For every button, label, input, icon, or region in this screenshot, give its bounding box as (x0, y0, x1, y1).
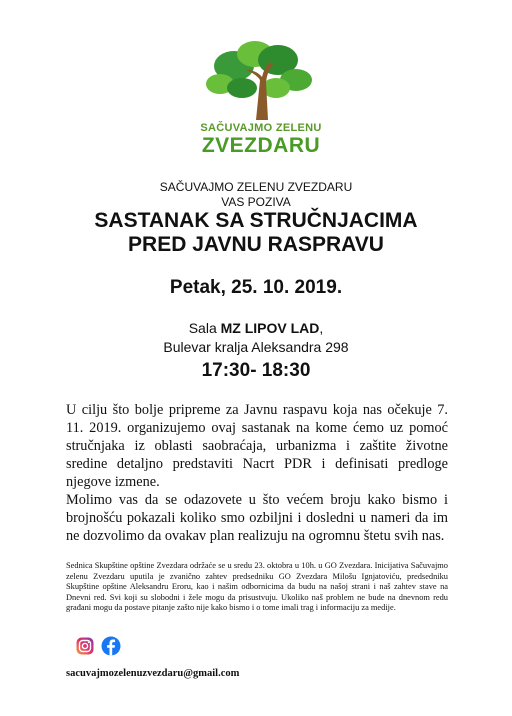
venue-hall: MZ LIPOV LAD (220, 320, 320, 336)
logo (186, 40, 336, 162)
facebook-icon[interactable] (101, 636, 121, 656)
contact-email[interactable]: sacuvajmozelenuzvezdaru@gmail.com (66, 668, 240, 679)
invites-text: VAS POZIVA (221, 195, 291, 209)
footnote: Sednica Skupštine opštine Zvezdara održaće se u sredu 23. oktobra u 10h. u GO Zvezdara. Inicijativa Sačuvajmo zelenu Zvezdaru uputila je zvanično zahtev predsedniku GO Zvezdara Milošu Ignjatoviću, predsedniku Skupštine opštine Aleksandru Eroru, kao i našim odbornicima da budu na našoj strani i naš zahtev stave na Dnevni red. Svi koji su slobodni i žele mogu da prisustvuju. Ukoliko naš problem ne bude na dnevnom redu građani mogu da postave pitanje zašto nije kako bismo i o tome imali trag i informaciju za medije. (66, 561, 448, 613)
instagram-icon[interactable] (76, 636, 94, 656)
event-title-line1: SASTANAK SA STRUČNJACIMA (94, 209, 418, 232)
event-date: Petak, 25. 10. 2019. (169, 277, 343, 298)
venue-prefix: Sala (188, 320, 221, 336)
body-paragraph-2: Molimo vas da se odazovete u što većem broju kako bismo i brojnošću pokazali koliko smo ozbiljni i dosledni u nameri da im ne dozvolimo da ovakav plan realizuju na ogromnu štetu svih nas. (66, 492, 448, 544)
venue-name (0, 320, 512, 336)
logo-text-top: SAČUVAJMO ZELENU (200, 122, 322, 134)
logo-text-bottom: ZVEZDARU (201, 134, 321, 157)
body-paragraph-1: U cilju što bolje pripreme za Javnu raspavu koja nas očekuje 7. 11. 2019. organizujemo ovaj sastanak na kome ćemo uz pomoć stručnjaka iz oblasti saobraćaja, urbanizma i zaštite životne sredine detaljno predstaviti Nacrt PDR i definisati predloge njegove izmene. (66, 402, 448, 490)
event-time: 17:30- 18:30 (201, 360, 311, 381)
event-title-line2: PRED JAVNU RASPRAVU (128, 233, 384, 256)
venue-address: Bulevar kralja Aleksandra 298 (163, 339, 349, 355)
organization-name: SAČUVAJMO ZELENU ZVEZDARU (159, 180, 353, 194)
tree-icon (198, 40, 324, 122)
venue-suffix: , (319, 320, 324, 336)
